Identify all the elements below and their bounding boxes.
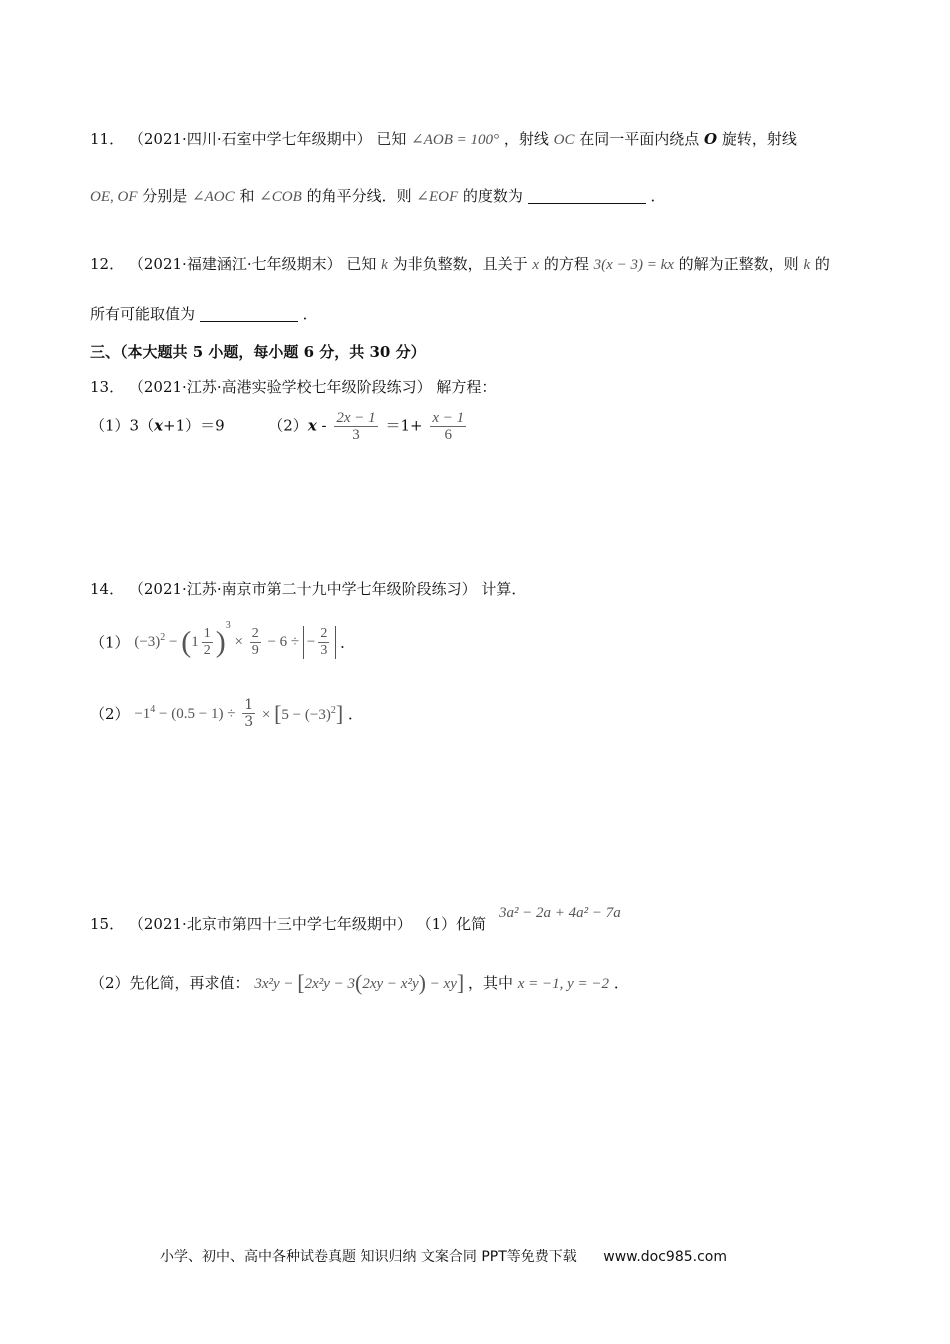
fraction-numerator: x − 1 xyxy=(432,410,465,426)
absolute-value xyxy=(303,626,336,659)
operator: − xyxy=(165,634,182,650)
fraction-denominator: 2 xyxy=(203,643,211,659)
math-expression xyxy=(134,706,239,722)
fraction-numerator: 1 xyxy=(203,626,211,642)
left-paren: ( xyxy=(355,970,363,995)
math-oe-of: OE, OF xyxy=(90,189,138,205)
answer-blank[interactable] xyxy=(200,305,298,322)
question-text: 为非负整数，且关于 xyxy=(392,255,528,273)
fraction-numerator: 2 xyxy=(320,626,328,642)
question-text: 解方程： xyxy=(436,378,497,396)
footer-text: 小学、初中、高中各种试卷真题 知识归纳 文案合同 PPT等免费下载 xyxy=(160,1249,577,1265)
part-2-label: （2）先化简，再求值： xyxy=(90,974,250,992)
math-expression-2 xyxy=(254,970,468,995)
fraction xyxy=(250,626,261,659)
fraction-denominator: 3 xyxy=(320,643,328,659)
operator: - xyxy=(316,416,332,435)
fraction-denominator: 3 xyxy=(244,714,254,730)
math-k: k xyxy=(803,257,811,273)
fraction-numerator: 2 xyxy=(251,626,259,642)
operator: × xyxy=(230,634,247,651)
question-number: 15． xyxy=(90,915,125,933)
math-oc: OC xyxy=(553,132,575,148)
fraction-numerator: 1 xyxy=(244,697,254,713)
question-14-line1 xyxy=(90,578,526,599)
exponent: 4 xyxy=(150,704,156,715)
mixed-integer: 1 xyxy=(191,634,199,651)
fraction xyxy=(430,410,466,443)
var-x: x xyxy=(154,416,164,435)
math-term: (−3) xyxy=(134,634,161,650)
question-number: 12． xyxy=(90,255,125,273)
math-term: 3x²y − xyxy=(254,976,298,992)
question-text: 的方程 xyxy=(543,255,589,273)
answer-blank[interactable] xyxy=(528,187,646,204)
question-text: ． xyxy=(302,305,318,323)
fraction-denominator: 3 xyxy=(352,427,360,443)
question-11-line2 xyxy=(90,185,666,206)
exponent: 2 xyxy=(330,704,336,716)
left-bracket: [ xyxy=(274,700,282,726)
question-text: 的角平分线．则 xyxy=(306,187,412,205)
math-term: − (0.5 − 1) ÷ xyxy=(155,706,240,722)
point-o: O xyxy=(704,130,718,148)
question-13-line1 xyxy=(90,376,496,397)
question-text: ． xyxy=(650,187,666,205)
left-bracket: [ xyxy=(297,970,305,995)
fraction xyxy=(202,626,213,659)
math-values: x = −1, y = −2 xyxy=(517,976,610,992)
fraction-denominator: 9 xyxy=(251,643,259,659)
fraction xyxy=(318,626,329,659)
math-angle-cob: ∠COB xyxy=(259,189,302,205)
question-14-part-1 xyxy=(90,620,355,660)
punctuation: ． xyxy=(340,633,356,652)
part-2-label: （2） xyxy=(90,705,130,723)
part-1-text: +1）＝9 xyxy=(163,416,225,435)
left-paren: ( xyxy=(181,625,192,659)
fraction-numerator: 2x − 1 xyxy=(336,410,376,426)
part-2-text: ＝1+ xyxy=(385,416,423,435)
question-text: 所有可能取值为 xyxy=(90,305,196,323)
question-source: （2021·北京市第四十三中学七年级期中） xyxy=(128,915,412,933)
var-x: x xyxy=(307,416,317,435)
question-text: 已知 xyxy=(376,130,407,148)
question-source: （2021·江苏·高港实验学校七年级阶段练习） xyxy=(128,378,432,396)
question-text: 和 xyxy=(239,187,255,205)
page-footer xyxy=(160,1246,727,1266)
fraction-denominator: 6 xyxy=(444,427,452,443)
exponent: 2 xyxy=(160,632,166,643)
question-source: （2021·江苏·南京市第二十九中学七年级阶段练习） xyxy=(128,580,477,598)
math-term: 2xy − x²y xyxy=(362,976,419,992)
question-number: 11． xyxy=(90,130,125,148)
part-1-label: （1）3（ xyxy=(90,416,155,435)
question-14-part-2 xyxy=(90,697,363,730)
fraction xyxy=(242,697,255,730)
question-number: 14． xyxy=(90,580,125,598)
question-text: ，射线 xyxy=(503,130,549,148)
punctuation: ． xyxy=(347,705,363,723)
question-text: 的度数为 xyxy=(462,187,523,205)
question-11-line1 xyxy=(90,128,797,149)
math-x: x xyxy=(532,257,540,273)
operator: × xyxy=(258,706,275,723)
math-expression xyxy=(258,700,344,726)
right-bracket: ] xyxy=(456,970,465,995)
math-angle-eof: ∠EOF xyxy=(416,189,459,205)
question-source: （2021·四川·石室中学七年级期中） xyxy=(128,130,372,148)
math-angle-aoc: ∠AOC xyxy=(192,189,235,205)
question-12-line2 xyxy=(90,303,318,324)
math-expression-1: 3a² − 2a + 4a² − 7a xyxy=(498,905,621,921)
question-text: 已知 xyxy=(346,255,377,273)
question-source: （2021·福建涵江·七年级期末） xyxy=(128,255,342,273)
math-term: − xy xyxy=(425,976,457,992)
math-equation: 3(x − 3) = kx xyxy=(593,257,674,273)
question-12-line1 xyxy=(90,253,830,274)
punctuation: ． xyxy=(613,974,629,992)
part-2-label: （2） xyxy=(268,416,308,435)
exponent: 3 xyxy=(225,620,231,631)
question-text: ，其中 xyxy=(467,974,513,992)
question-text: 的解为正整数，则 xyxy=(678,255,799,273)
question-13-parts xyxy=(90,410,469,443)
question-text: 在同一平面内绕点 xyxy=(579,130,700,148)
math-angle-aob: ∠AOB = 100° xyxy=(411,132,500,148)
question-15-line2 xyxy=(90,970,629,996)
question-text: 分别是 xyxy=(142,187,188,205)
fraction xyxy=(334,410,377,443)
part-1-label: （1） xyxy=(90,633,130,652)
math-term: 5 − (−3) xyxy=(281,706,331,723)
question-text: 计算． xyxy=(481,580,527,598)
question-text: （1）化简 xyxy=(416,915,487,933)
footer-link[interactable]: www.doc985.com xyxy=(603,1249,727,1265)
section-heading: 三、（本大题共 5 小题，每小题 6 分，共 30 分） xyxy=(90,343,426,361)
operator: − 6 ÷ xyxy=(263,634,303,651)
right-bracket: ] xyxy=(335,700,344,726)
question-text: 旋转，射线 xyxy=(721,130,797,148)
question-15-line1 xyxy=(90,905,621,934)
right-paren: ) xyxy=(215,625,226,659)
question-number: 13． xyxy=(90,378,125,396)
math-k: k xyxy=(381,257,388,273)
question-text: 的 xyxy=(814,255,830,273)
math-expression xyxy=(134,620,340,659)
math-term: −1 xyxy=(134,706,151,722)
math-term: 2x²y − 3 xyxy=(304,976,356,992)
right-paren: ) xyxy=(418,970,426,995)
sign: − xyxy=(306,634,316,651)
